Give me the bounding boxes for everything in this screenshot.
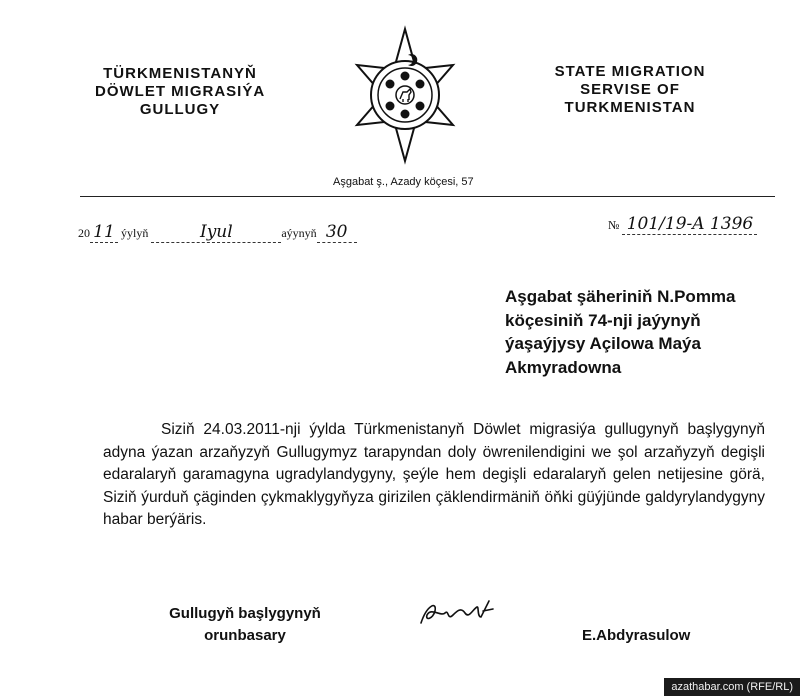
reference-number xyxy=(608,214,757,235)
signatory-title-line-2: orunbasary xyxy=(204,627,286,644)
recipient-block xyxy=(505,285,736,379)
body-paragraph: Siziň 24.03.2011-nji ýylda Türkmenistanyň Döwlet migrasiýa gullugynyň başlygynyň adyna ýazan arzaňyzyň Gullugymyz tarapyndan doly öwrenilendigini we şol arzaňyzyň degişli edaralaryň garamagyna ugradylandygyny, şeýle hem degişli edaralaryň gelen netijesine görä, Siziň ýurduň çäginden çykmaklygyňyza girizilen çäklendirmäniň öňki güýjünde galdyrylandygyny habar berýäris. xyxy=(103,421,765,529)
recipient-line-4: Akmyradowna xyxy=(505,357,622,377)
recipient-line-3: ýaşaýjysy Açilowa Maýa xyxy=(505,334,701,353)
year-handwritten: 11 xyxy=(90,222,118,243)
signatory-title-line-1: Gullugyň başlygynyň xyxy=(169,605,321,622)
signatory-name: E.Abdyrasulow xyxy=(582,627,691,644)
source-watermark: azathabar.com (RFE/RL) xyxy=(664,678,800,696)
month-suffix: aýynyň xyxy=(281,226,317,240)
year-prefix: 20 xyxy=(78,226,90,240)
org-name-english-line-3: TURKMENISTAN xyxy=(564,99,696,116)
handwritten-signature xyxy=(417,597,499,631)
number-sign: № xyxy=(608,218,620,232)
recipient-line-2: köçesiniň 74-nji jaýynyň xyxy=(505,310,701,330)
letter-body xyxy=(103,419,765,532)
org-name-english-line-2: SERVISE OF xyxy=(580,81,680,98)
month-handwritten: Iyul xyxy=(151,222,281,243)
reference-number-handwritten: 101/19-A 1396 xyxy=(622,214,757,235)
org-name-turkmen-line-3: GULLUGY xyxy=(139,101,221,118)
letterhead-divider xyxy=(80,196,775,197)
org-name-turkmen-line-2: DÖWLET MIGRASIÝA xyxy=(95,83,266,100)
org-name-english xyxy=(535,63,725,117)
letterhead-address: Aşgabat ş., Azady köçesi, 57 xyxy=(333,176,474,188)
org-name-turkmen-line-1: TÜRKMENISTANYŇ xyxy=(103,65,257,82)
date-line xyxy=(78,222,357,243)
day-handwritten: 30 xyxy=(317,222,357,243)
org-name-turkmen xyxy=(95,65,265,119)
signatory-title xyxy=(160,603,330,647)
org-name-english-line-1: STATE MIGRATION xyxy=(554,63,706,80)
year-suffix: ýylyň xyxy=(121,226,149,240)
turkmenistan-state-emblem-icon xyxy=(345,25,465,175)
recipient-line-1: Aşgabat şäheriniň N.Pomma xyxy=(505,287,736,306)
